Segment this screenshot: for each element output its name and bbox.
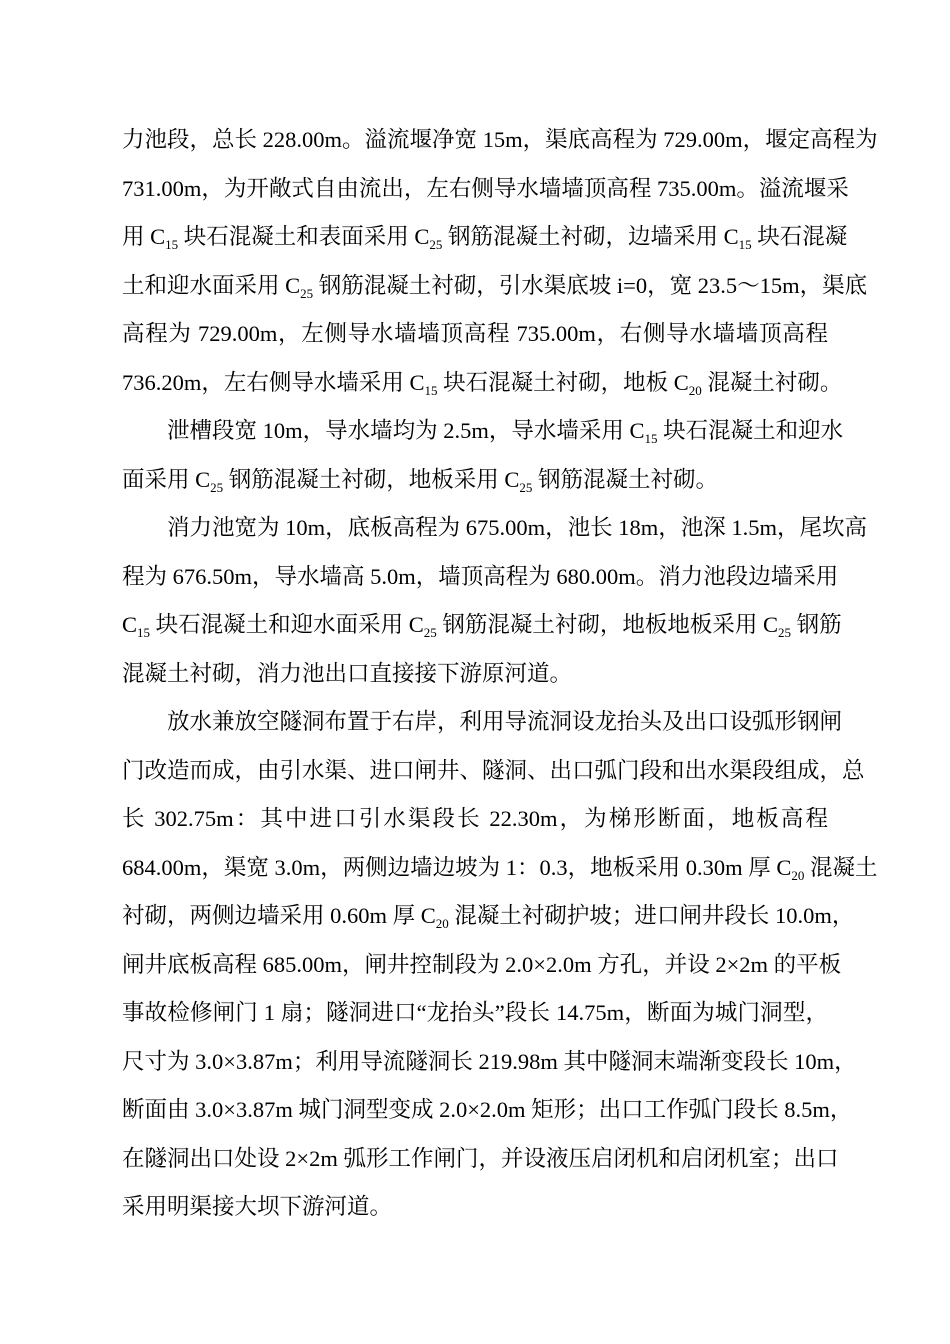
text-line: 土和迎水面采用 $C_{25}$ 钢筋混凝土衬砌，引水渠底坡 i=0，宽 23.5～15m，渠底 <box>122 272 868 301</box>
text-line: 事故检修闸门 1 扇；隧洞进口“龙抬头”段长 14.75m，断面为城门洞型， <box>122 1000 828 1025</box>
text-line: 门改造而成，由引水渠、进口闸井、隧洞、出口弧门段和出水渠段组成，总 <box>122 757 865 783</box>
text-line: 731.00m，为开敞式自由流出，左右侧导水墙墙顶高程 735.00m。溢流堰采 <box>122 175 849 201</box>
text-line: 尺寸为 3.0×3.87m；利用导流隧洞长 219.98m 其中隧洞末端渐变段长 10m， <box>122 1048 857 1074</box>
text-line: 力池段，总长 228.00m。溢流堰净宽 15m，渠底高程为 729.00m，堰定高程为 <box>122 127 878 152</box>
concrete-grade-subscript: 25 <box>300 285 314 301</box>
document-body <box>122 116 878 1232</box>
text-line: 684.00m，渠宽 3.0m，两侧边墙边坡为 1：0.3，地板采用 0.30m 厚 $C_{20}$ 混凝土 <box>122 854 878 883</box>
concrete-grade-subscript: 25 <box>423 625 437 640</box>
text-line: 断面由 3.0×3.87m 城门洞型变成 2.0×2.0m 矩形；出口工作弧门段长 8.5m， <box>122 1097 853 1122</box>
concrete-grade-subscript: 25 <box>778 625 792 640</box>
concrete-grade-subscript: 15 <box>137 625 151 640</box>
concrete-grade-subscript: 20 <box>435 916 449 931</box>
text-line: 泄槽段宽 10m，导水墙均为 2.5m，导水墙采用 $C_{15}$ 块石混凝土和迎水 <box>167 418 844 446</box>
concrete-grade-subscript: 25 <box>429 237 443 252</box>
text-line: 面采用 $C_{25}$ 钢筋混凝土衬砌，地板采用 $C_{25}$ 钢筋混凝土衬砌。 <box>122 466 719 495</box>
concrete-grade-subscript: 20 <box>688 382 702 398</box>
text-line: 长 302.75m：其中进口引水渠段长 22.30m，为梯形断面，地板高程 <box>122 806 828 831</box>
text-line: 程为 676.50m，导水墙高 5.0m，墙顶高程为 680.00m。消力池段边墙采用 <box>122 563 839 589</box>
concrete-grade-subscript: 15 <box>644 431 658 446</box>
text-line: 高程为 729.00m，左侧导水墙墙顶高程 735.00m，右侧导水墙墙顶高程 <box>122 321 828 346</box>
text-line: 放水兼放空隧洞布置于右岸，利用导流洞设龙抬头及出口设弧形钢闸 <box>167 709 843 734</box>
concrete-grade-subscript: 25 <box>210 479 224 495</box>
concrete-grade-subscript: 15 <box>165 237 179 252</box>
text-line: 混凝土衬砌，消力池出口直接接下游原河道。 <box>122 660 573 686</box>
concrete-grade-subscript: 15 <box>738 237 752 252</box>
text-line: 736.20m，左右侧导水墙采用 $C_{15}$ 块石混凝土衬砌，地板 $C_{20}$ 混凝土衬砌。 <box>122 369 843 398</box>
text-line: 衬砌，两侧边墙采用 0.60m 厚 $C_{20}$ 混凝土衬砌护坡；进口闸井段长 10.0m， <box>122 903 855 931</box>
concrete-grade-subscript: 25 <box>519 479 533 495</box>
concrete-grade-subscript: 15 <box>424 382 438 398</box>
text-line: 消力池宽为 10m，底板高程为 675.00m，池长 18m，池深 1.5m，尾坎高 <box>167 515 868 540</box>
text-line: 闸井底板高程 685.00m，闸井控制段为 2.0×2.0m 方孔，并设 2×2m 的平板 <box>122 951 842 977</box>
text-line: 采用明渠接大坝下游河道。 <box>122 1194 393 1219</box>
text-line: $C_{15}$ 块石混凝土和迎水面采用 $C_{25}$ 钢筋混凝土衬砌，地板地板采用 $C_{25}$ 钢筋 <box>122 612 842 640</box>
text-line: 在隧洞出口处设 2×2m 弧形工作闸门，并设液压启闭机和启闭机室；出口 <box>122 1145 839 1171</box>
concrete-grade-subscript: 20 <box>791 867 805 883</box>
text-line: 用 $C_{15}$ 块石混凝土和表面采用 $C_{25}$ 钢筋混凝土衬砌，边墙采用 $C_{15}$ 块石混凝 <box>122 224 848 252</box>
